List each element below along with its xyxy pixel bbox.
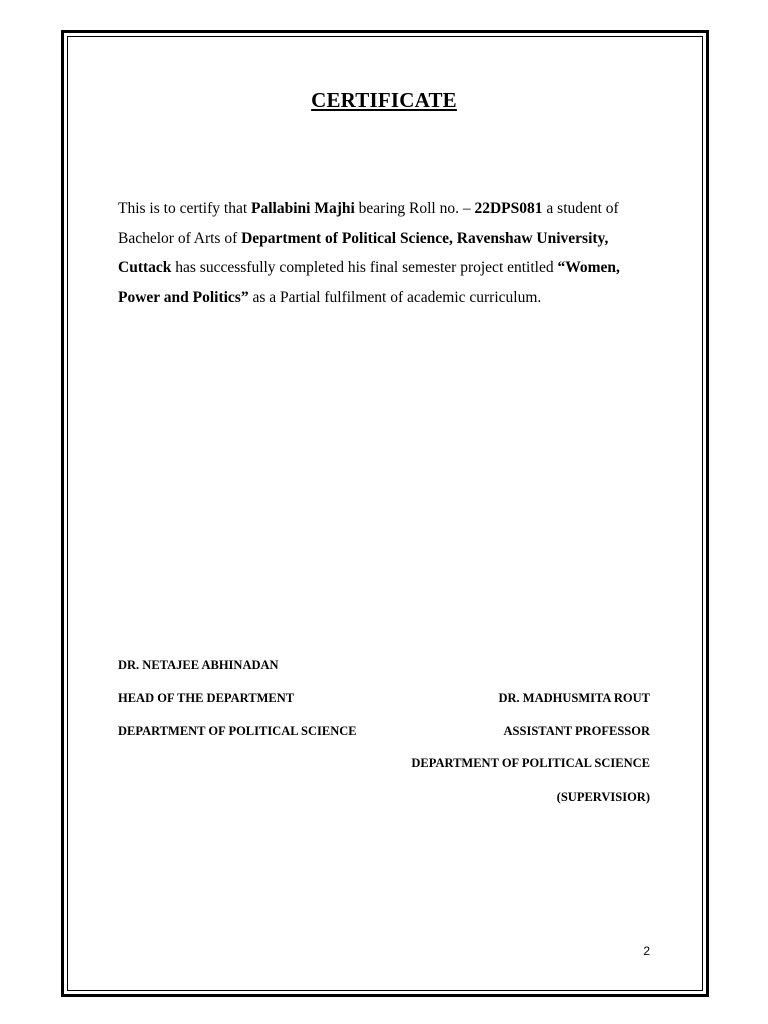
student-name: Pallabini Majhi: [251, 200, 355, 217]
body-text-part: a student of Bachelor of Arts of: [118, 200, 619, 247]
head-name: DR. NETAJEE ABHINADAN: [118, 658, 279, 672]
page-number: 2: [643, 944, 650, 958]
supervisor-role: (SUPERVISIOR): [556, 790, 650, 804]
body-text-part: has successfully completed his final semester project entitled: [171, 259, 558, 276]
head-department: DEPARTMENT OF POLITICAL SCIENCE: [118, 724, 357, 738]
head-designation: HEAD OF THE DEPARTMENT: [118, 691, 295, 705]
certificate-body: [118, 194, 654, 312]
body-text-part: bearing Roll no. –: [354, 200, 475, 217]
department-university: Department of Political Science, Ravenshaw University, Cuttack: [118, 229, 609, 276]
supervisor-name: DR. MADHUSMITA ROUT: [498, 691, 650, 705]
page-border-inner: [67, 36, 703, 991]
project-title: “Women, Power and Politics”: [118, 259, 620, 306]
supervisor-designation: ASSISTANT PROFESSOR: [503, 724, 650, 738]
body-text-part: This is to certify that: [118, 200, 252, 217]
roll-number: 22DPS081: [474, 200, 543, 217]
supervisor-department: DEPARTMENT OF POLITICAL SCIENCE: [411, 756, 650, 770]
body-text-part: as a Partial fulfilment of academic curriculum.: [248, 288, 542, 306]
certificate-title: CERTIFICATE: [311, 88, 457, 112]
